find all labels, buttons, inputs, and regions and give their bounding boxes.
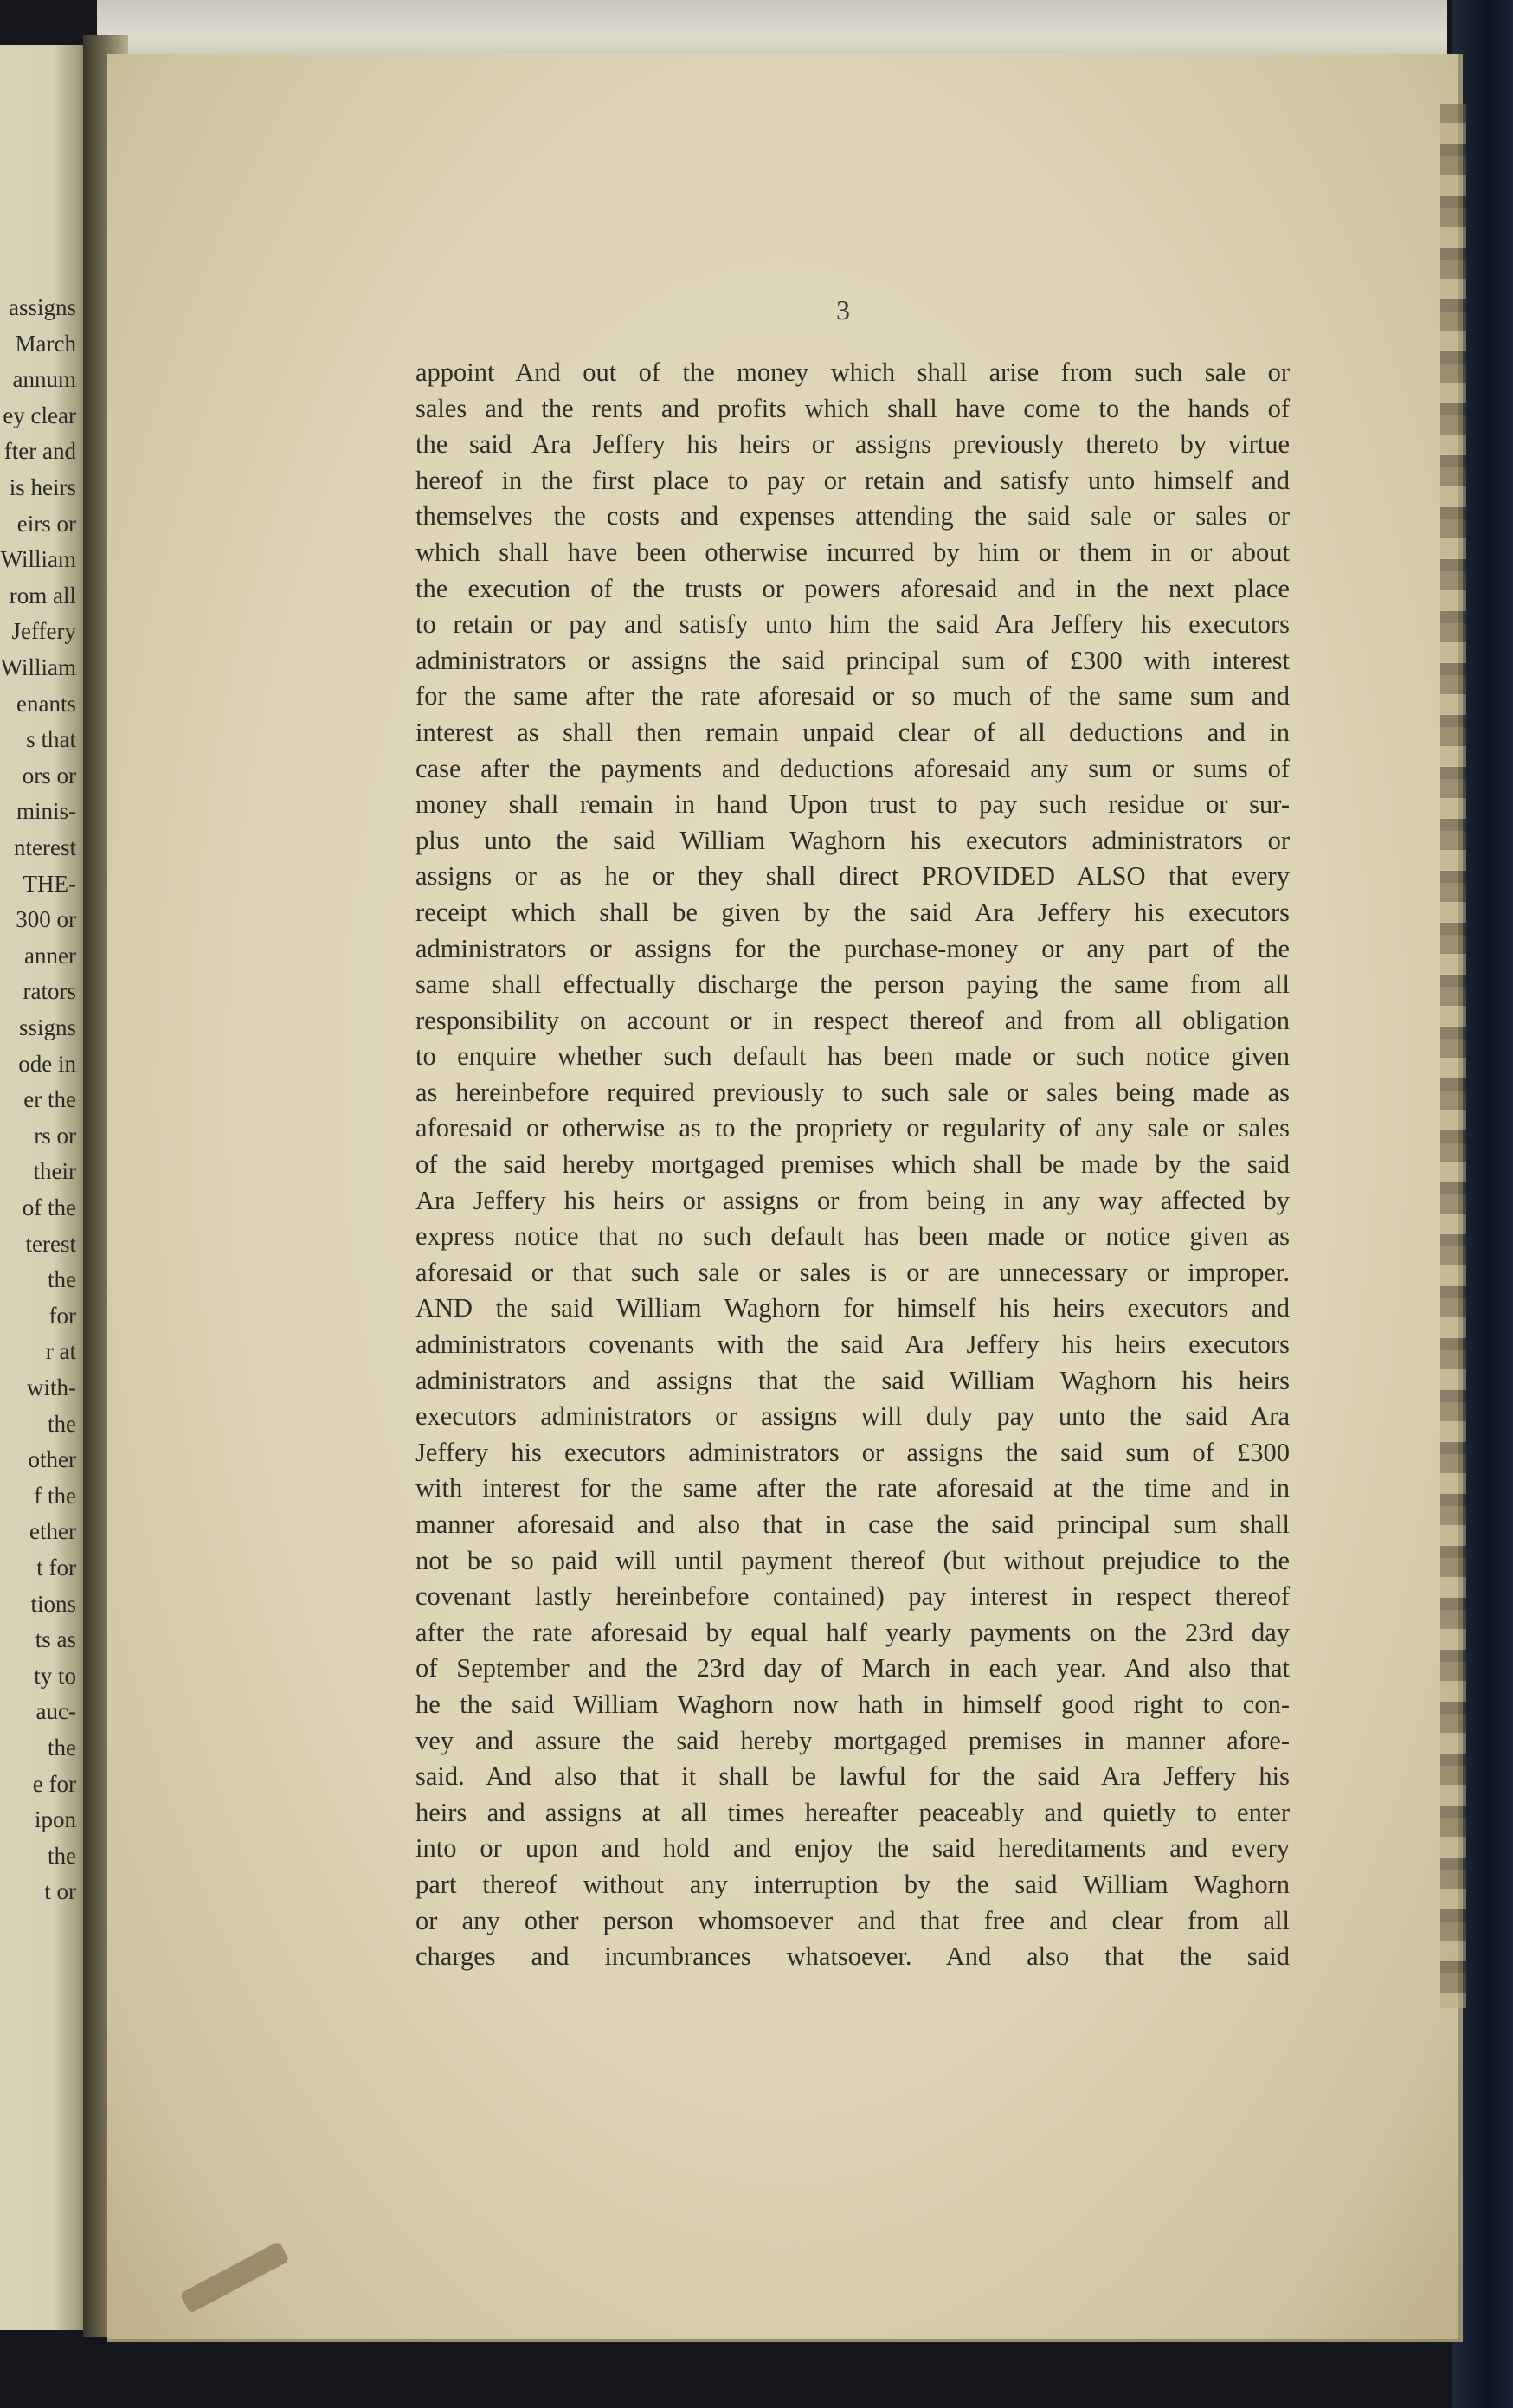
text-line: he the said William Waghorn now hath in himself good right to con-	[415, 1689, 1290, 1719]
text-line: administrators and assigns that the said William Waghorn his heirs	[415, 1365, 1290, 1395]
text-line: case after the payments and deductions aforesaid any sum or sums of	[415, 753, 1290, 783]
text-line: aforesaid or that such sale or sales is or are unnecessary or improper.	[415, 1257, 1290, 1287]
text-line: receipt which shall be given by the said Ara Jeffery his executors	[415, 897, 1290, 927]
text-line: for the same after the rate aforesaid or so much of the same sum and	[415, 681, 1290, 711]
text-line: express notice that no such default has been made or notice given as	[415, 1221, 1290, 1252]
left-page-line: r at	[45, 1338, 76, 1365]
left-page-line: terest	[25, 1230, 76, 1257]
text-line: as hereinbefore required previously to such sale or sales being made as	[415, 1077, 1290, 1107]
left-page-line: rom all	[9, 582, 76, 608]
text-line: part thereof without any interruption by the said William Waghorn	[415, 1869, 1290, 1899]
text-line: plus unto the said William Waghorn his executors administrators or	[415, 825, 1290, 855]
text-line: money shall remain in hand Upon trust to pay such residue or sur-	[415, 789, 1290, 820]
left-page-line: ode in	[18, 1050, 76, 1077]
left-page-line: the	[48, 1735, 76, 1761]
text-line: assigns or as he or they shall direct PROVIDED ALSO that every	[415, 861, 1290, 892]
text-line: responsibility on account or in respect thereof and from all obligation	[415, 1005, 1290, 1035]
left-page-line: enants	[16, 690, 76, 717]
worn-page-edge	[1440, 104, 1466, 2008]
left-page-line: ey clear	[3, 402, 76, 428]
left-page-line: ssigns	[18, 1014, 76, 1040]
left-page-line: is heirs	[9, 474, 76, 500]
left-page-line: ether	[29, 1518, 76, 1545]
text-line: to retain or pay and satisfy unto him the said Ara Jeffery his executors	[415, 609, 1290, 640]
text-line: or any other person whomsoever and that free and clear from all	[415, 1905, 1290, 1935]
left-page-line: annum	[12, 366, 76, 393]
text-line: covenant lastly hereinbefore contained) pay interest in respect thereof	[415, 1581, 1290, 1612]
left-page-line: their	[33, 1158, 76, 1185]
left-page-line: assigns	[8, 294, 76, 320]
left-page-line: March	[15, 330, 76, 357]
left-page-line: e for	[32, 1770, 76, 1797]
left-page-line: rs or	[34, 1122, 76, 1149]
page-number: 3	[836, 294, 850, 325]
text-line: into or upon and hold and enjoy the said hereditaments and every	[415, 1833, 1290, 1864]
text-line: vey and assure the said hereby mortgaged premises in manner afore-	[415, 1725, 1290, 1755]
body-text	[415, 355, 1290, 1975]
text-line: themselves the costs and expenses attending the said sale or sales or	[415, 501, 1290, 531]
text-line: after the rate aforesaid by equal half yearly payments on the 23rd day	[415, 1617, 1290, 1647]
text-line: AND the said William Waghorn for himself his heirs executors and	[415, 1293, 1290, 1323]
left-page-line: er the	[23, 1086, 76, 1113]
left-page-line: of the	[22, 1194, 76, 1220]
left-page-line: eirs or	[16, 510, 76, 537]
text-line: the execution of the trusts or powers aforesaid and in the next place	[415, 573, 1290, 603]
text-line: administrators or assigns the said principal sum of £300 with interest	[415, 645, 1290, 675]
text-line: the said Ara Jeffery his heirs or assigns previously thereto by virtue	[415, 429, 1290, 460]
left-page-line: ty to	[34, 1662, 76, 1689]
text-line: interest as shall then remain unpaid clear of all deductions and in	[415, 717, 1290, 747]
text-line: aforesaid or otherwise as to the propriety or regularity of any sale or sales	[415, 1113, 1290, 1143]
text-line: appoint And out of the money which shall arise from such sale or	[415, 357, 1290, 387]
left-page-line: nterest	[14, 834, 76, 860]
left-page-line: 300 or	[16, 906, 76, 933]
left-page-line: ts as	[35, 1626, 76, 1653]
left-page-line: other	[28, 1446, 76, 1473]
left-page-line: the	[48, 1842, 76, 1869]
text-line: with interest for the same after the rate aforesaid at the time and in	[415, 1473, 1290, 1503]
left-page-line: auc-	[35, 1698, 76, 1725]
left-page-line: for	[48, 1302, 76, 1329]
text-line: executors administrators or assigns will duly pay unto the said Ara	[415, 1401, 1290, 1432]
left-page-line: ipon	[34, 1806, 76, 1833]
left-page-line: rators	[23, 978, 76, 1005]
left-page-line: tions	[30, 1590, 76, 1617]
left-page-line: fter and	[3, 438, 76, 465]
text-line: not be so paid will until payment thereof (but without prejudice to the	[415, 1545, 1290, 1575]
text-line: hereof in the first place to pay or retain and satisfy unto himself and	[415, 465, 1290, 495]
text-line: which shall have been otherwise incurred by him or them in or about	[415, 537, 1290, 567]
text-line: heirs and assigns at all times hereafter peaceably and quietly to enter	[415, 1797, 1290, 1827]
left-page-line: f the	[34, 1482, 76, 1509]
left-page-line: the	[48, 1266, 76, 1293]
text-line: to enquire whether such default has been made or such notice given	[415, 1041, 1290, 1072]
left-page-line: t for	[36, 1555, 76, 1581]
left-page-line: William	[0, 546, 76, 573]
text-line: of September and the 23rd day of March in each year. And also that	[415, 1653, 1290, 1684]
left-page-line: minis-	[16, 798, 76, 825]
left-page-line: anner	[24, 942, 76, 969]
text-line: of the said hereby mortgaged premises which shall be made by the said	[415, 1149, 1290, 1180]
text-line: same shall effectually discharge the person paying the same from all	[415, 969, 1290, 1000]
left-page-line: with-	[27, 1375, 76, 1400]
left-page-line: t or	[44, 1878, 76, 1905]
text-line: Ara Jeffery his heirs or assigns or from being in any way affected by	[415, 1185, 1290, 1215]
text-line: sales and the rents and profits which shall have come to the hands of	[415, 393, 1290, 423]
text-line: charges and incumbrances whatsoever. And also that the said	[415, 1941, 1290, 1972]
text-line: said. And also that it shall be lawful for the said Ara Jeffery his	[415, 1761, 1290, 1792]
text-line: administrators covenants with the said Ara Jeffery his heirs executors	[415, 1330, 1290, 1360]
left-page-line: William	[0, 654, 76, 680]
text-line: manner aforesaid and also that in case the said principal sum shall	[415, 1510, 1290, 1539]
left-page-line: THE-	[23, 870, 76, 897]
text-line: administrators or assigns for the purchase-money or any part of the	[415, 933, 1290, 963]
left-page-line: Jeffery	[11, 618, 76, 645]
left-page-line: the	[48, 1410, 76, 1437]
text-line: Jeffery his executors administrators or assigns the said sum of £300	[415, 1437, 1290, 1467]
left-page-line: ors or	[22, 762, 76, 789]
left-page-line: s that	[26, 726, 76, 753]
